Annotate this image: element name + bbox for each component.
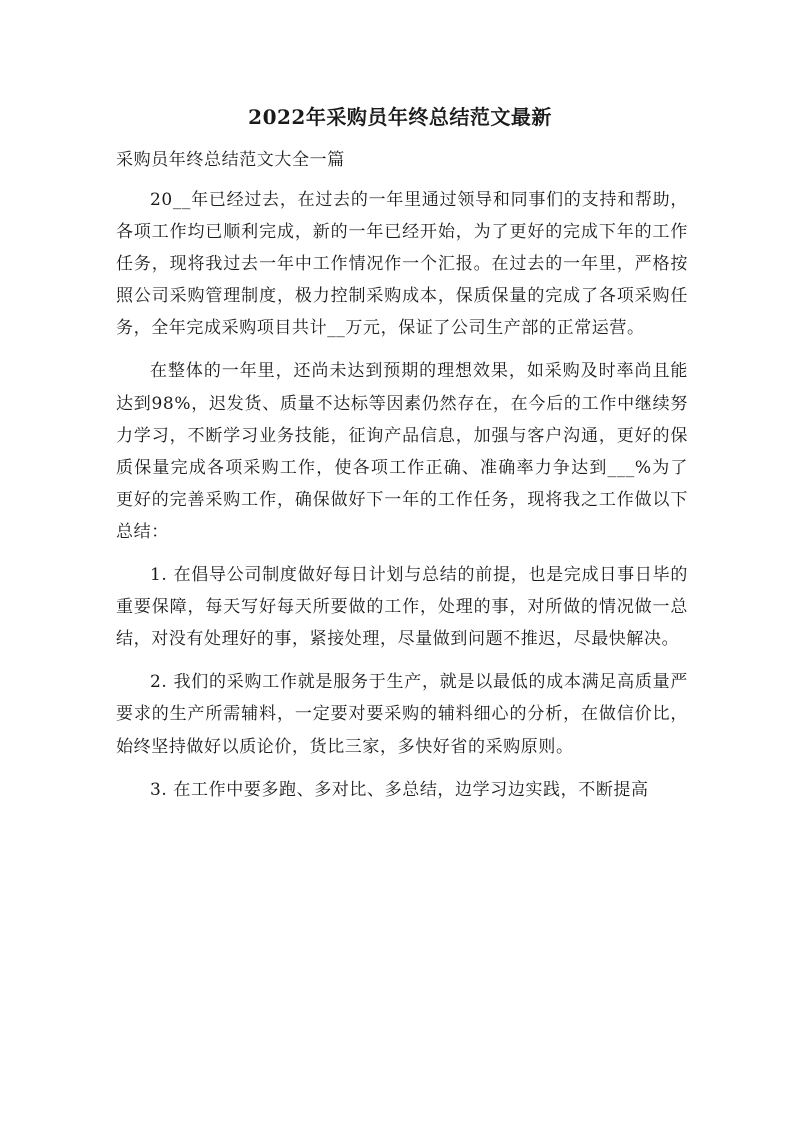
- paragraph: 20__年已经过去，在过去的一年里通过领导和同事们的支持和帮助，各项工作均已顺利完成，新的一年已经开始，为了更好的完成下年的工作任务，现将我过去一年中工作情况作一个汇报。在过去的一年里，严格按照公司采购管理制度，极力控制采购成本，保质保量的完成了各项采购任务，全年完成采购项目共计__万元，保证了公司生产部的正常运营。: [116, 190, 688, 339]
- paragraph: 1. 在倡导公司制度做好每日计划与总结的前提，也是完成日事日毕的重要保障，每天写好每天所要做的工作，处理的事，对所做的情况做一总结，对没有处理好的事，紧接处理，尽量做到问题不推迟，尽最快解决。: [116, 565, 688, 650]
- document-body: [116, 184, 688, 817]
- document-subtitle: 采购员年终总结范文大全一篇: [116, 150, 345, 170]
- document-title: 2022年采购员年终总结范文最新: [248, 105, 552, 129]
- paragraph: 在整体的一年里，还尚未达到预期的理想效果，如采购及时率尚且能达到98%，迟发货、质量不达标等因素仍然存在，在今后的工作中继续努力学习，不断学习业务技能，征询产品信息，加强与客户沟通，更好的保质保量完成各项采购工作，使各项工作正确、准确率力争达到___%为了更好的完善采购工作，确保做好下一年的工作任务，现将我之工作做以下总结：: [116, 361, 688, 542]
- paragraph: 2. 我们的采购工作就是服务于生产，就是以最低的成本满足高质量严要求的生产所需辅料，一定要对要采购的辅料细心的分析，在做信价比，始终坚持做好以质论价，货比三家，多快好省的采购原则。: [116, 672, 688, 757]
- paragraph: 3. 在工作中要多跑、多对比、多总结，边学习边实践，不断提高: [150, 779, 649, 800]
